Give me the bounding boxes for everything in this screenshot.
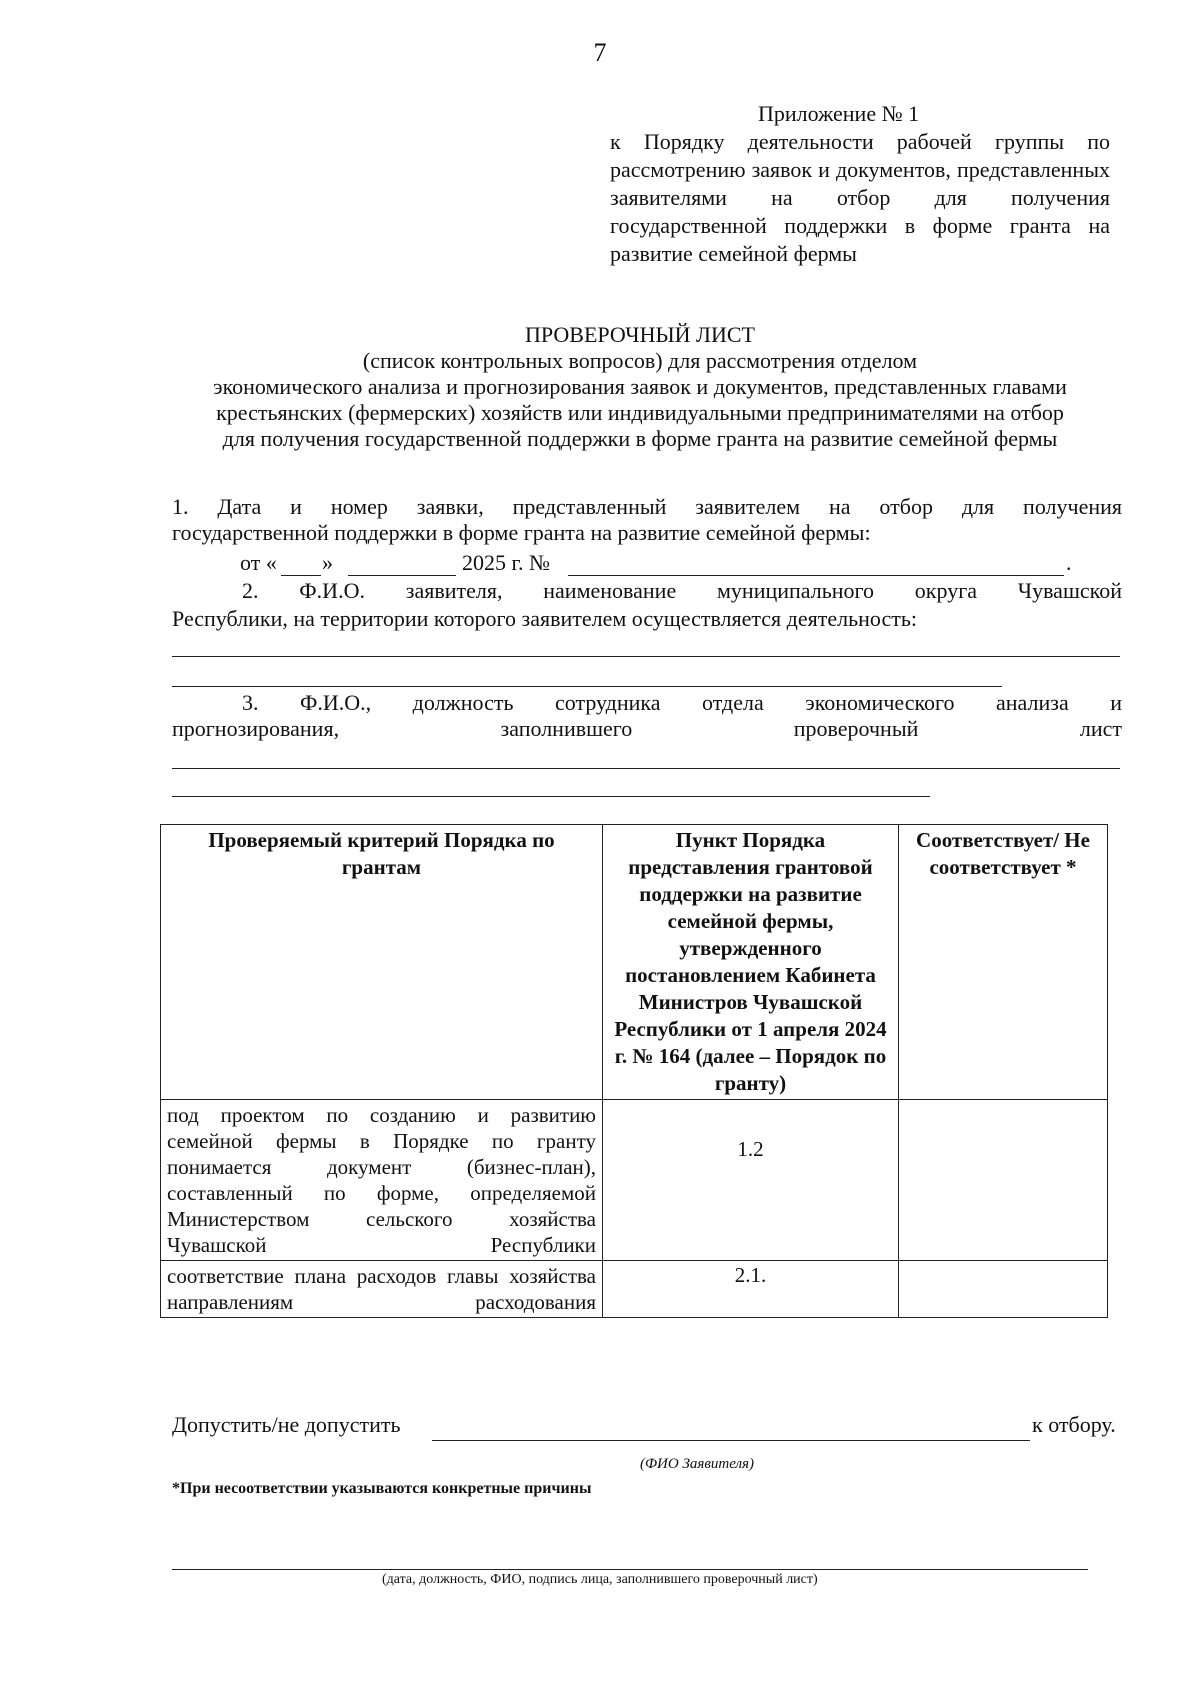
table-header-row [161,825,1108,1100]
heading-title: ПРОВЕРОЧНЫЙ ЛИСТ [525,322,755,347]
heading-line-4: для получения государственной поддержки в форме гранта на развитие семейной фермы [222,426,1058,451]
status-cell[interactable] [899,1100,1108,1261]
date-month-field[interactable] [348,575,456,576]
decision-label: Допустить/не допустить [172,1412,401,1437]
date-end: . [1066,550,1072,575]
item-3-line-2: прогнозирования, заполнившего проверочный лист [172,716,1122,741]
decision-suffix: к отбору. [1032,1412,1116,1437]
criteria-table [160,824,1108,1318]
point-cell: 2.1. [603,1261,899,1318]
document-heading [150,322,1130,452]
date-prefix: от « [240,550,277,575]
criterion-cell: под проектом по созданию и развитию семейной фермы в Порядке по гранту понимается документ (бизнес-план), составленный по форме, определяемой Министерством сельского хозяйства Чувашской Республики [161,1100,603,1261]
item-2-line-2: Республики, на территории которого заявителем осуществляется деятельность: [172,606,917,631]
table-row [161,1100,1108,1261]
employee-field-line-1[interactable] [172,768,1120,769]
item-2-line-1: 2. Ф.И.О. заявителя, наименование муниципального округа Чувашской [242,578,1122,603]
page-number: 7 [593,38,607,67]
header-criterion: Проверяемый критерий Порядка по грантам [161,825,603,1100]
applicant-field-line-1[interactable] [172,656,1120,657]
footnote: *При несоответствии указываются конкретные причины [172,1480,592,1497]
appendix-block [610,100,1110,268]
appendix-body: к Порядку деятельности рабочей группы по рассмотрению заявок и документов, представленных заявителями на отбор для получения государственной поддержки в форме гранта на развитие семейной фермы [610,129,1110,266]
item-3-line-1: 3. Ф.И.О., должность сотрудника отдела экономического анализа и [242,690,1122,715]
heading-line-1: (список контрольных вопросов) для рассмотрения отделом [362,348,918,373]
header-point: Пункт Порядка представления грантовой поддержки на развитие семейной фермы, утвержденного постановлением Кабинета Министров Чувашской Республики от 1 апреля 2024 г. № 164 (далее – Порядок по гранту) [603,825,899,1100]
item-1-line-1: 1. Дата и номер заявки, представленный заявителем на отбор для получения [172,494,1122,519]
point-cell: 1.2 [603,1100,899,1261]
date-day-field[interactable] [281,575,321,576]
date-year-label: 2025 г. № [462,550,551,575]
heading-line-2: экономического анализа и прогнозирования заявок и документов, представленных главами [213,374,1067,399]
item-1-line-2: государственной поддержки в форме гранта на развитие семейной фермы: [172,520,871,545]
applicant-field-line-2[interactable] [172,686,1002,687]
application-number-field[interactable] [568,575,1064,576]
decision-caption: (ФИО Заявителя) [640,1456,755,1472]
signature-field[interactable] [172,1569,1088,1570]
signature-caption: (дата, должность, ФИО, подпись лица, заполнившего проверочный лист) [382,1572,818,1587]
decision-field[interactable] [432,1440,1030,1441]
header-status: Соответствует/ Не соответствует * [899,825,1108,1100]
status-cell[interactable] [899,1261,1108,1318]
employee-field-line-2[interactable] [172,796,930,797]
date-quote-close: » [322,550,333,575]
heading-line-3: крестьянских (фермерских) хозяйств или индивидуальными предпринимателями на отбор [216,400,1064,425]
criterion-cell: соответствие плана расходов главы хозяйства направлениям расходования [161,1261,603,1318]
table-row [161,1261,1108,1318]
appendix-title: Приложение № 1 [758,101,920,126]
